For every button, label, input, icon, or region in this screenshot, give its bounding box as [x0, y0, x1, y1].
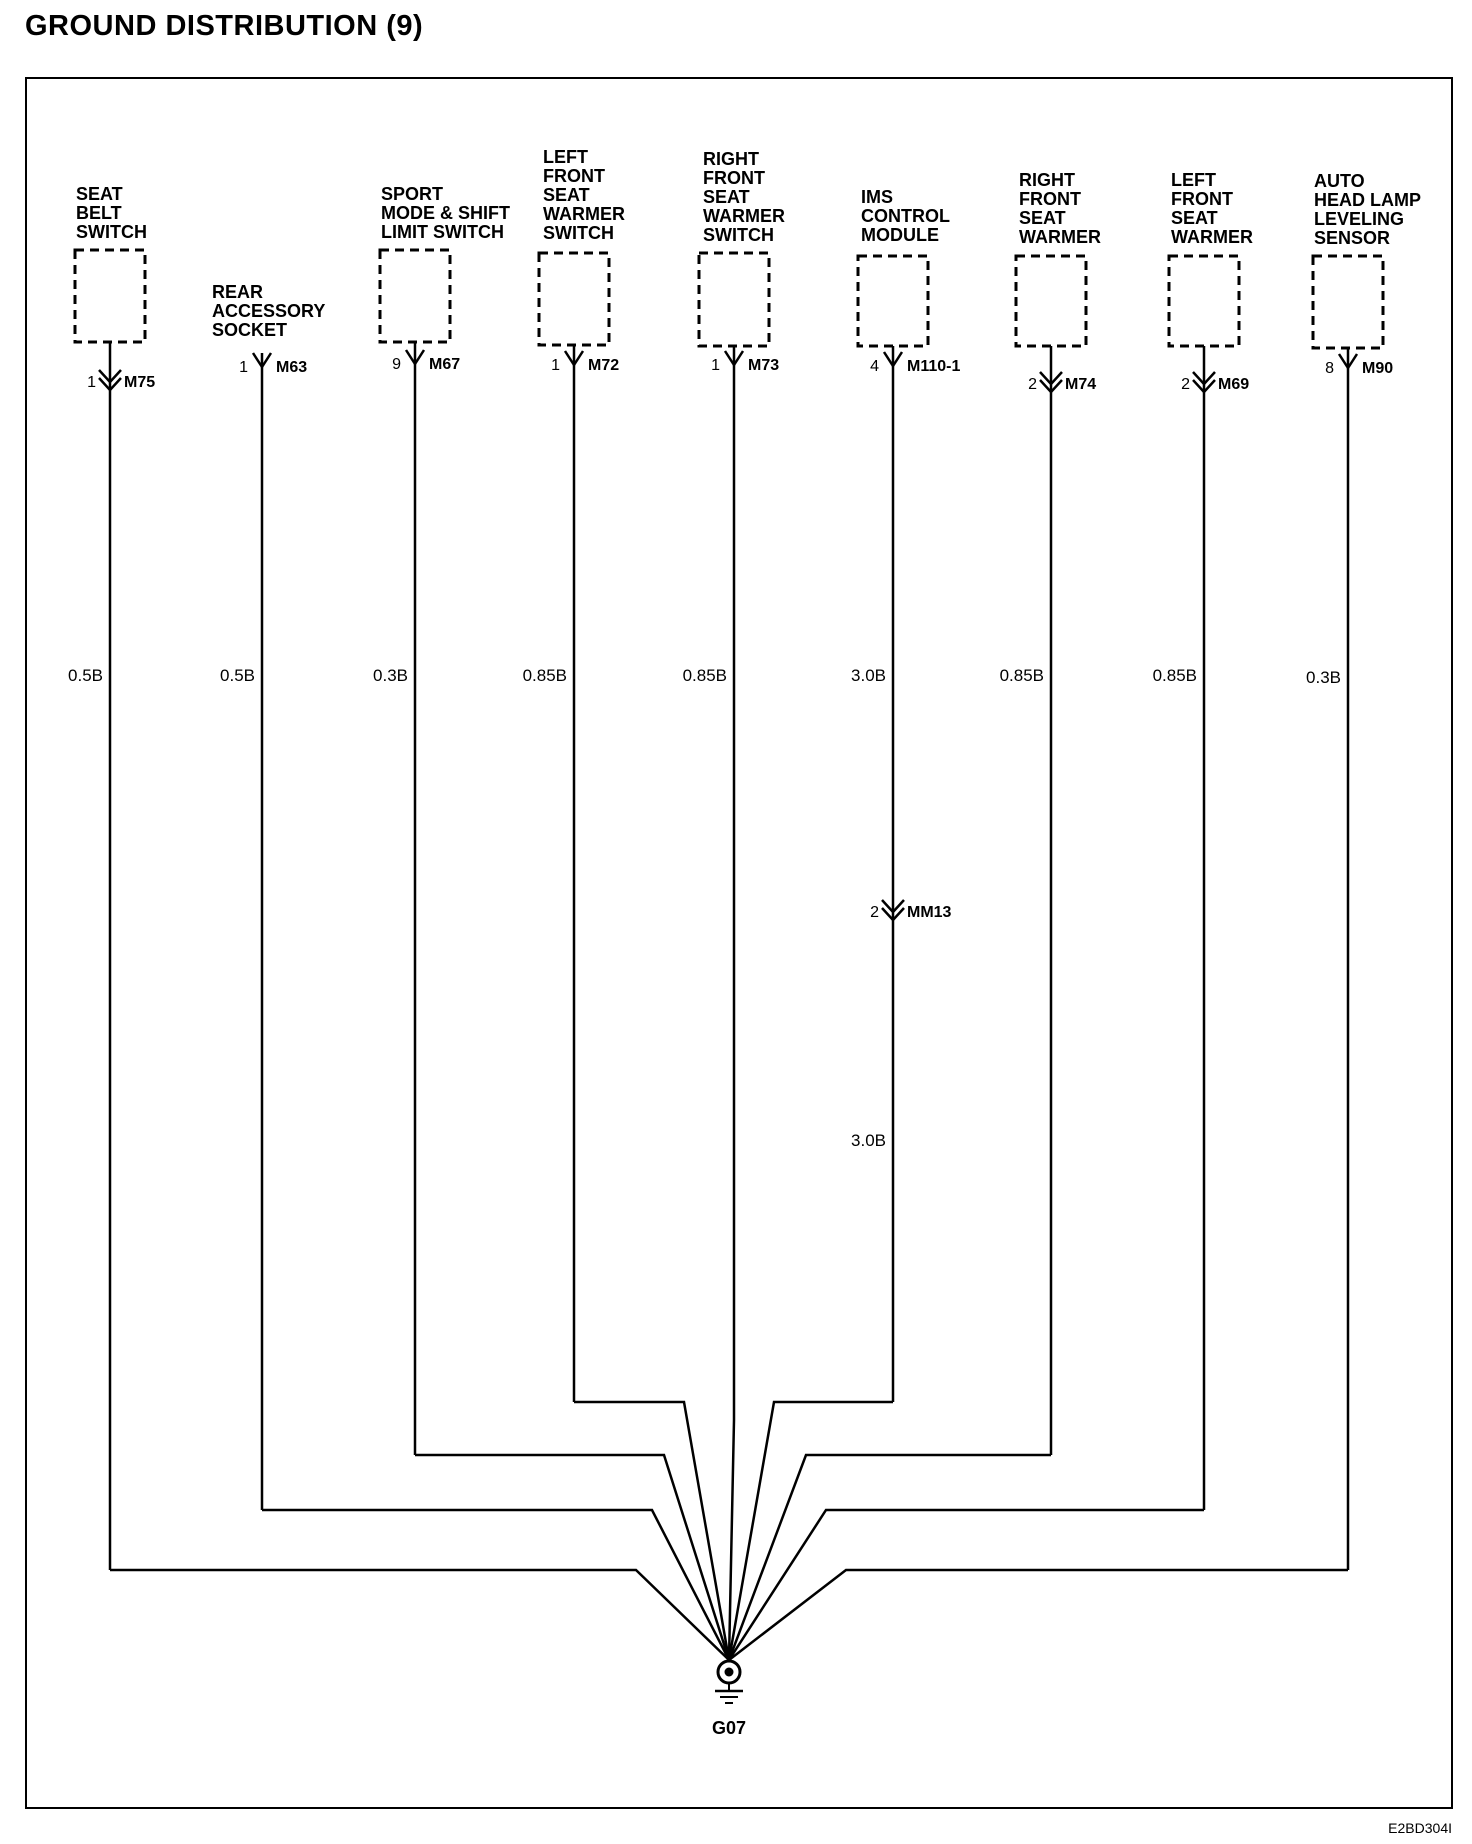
- connector-id: M90: [1362, 360, 1394, 377]
- component-sport-mode-shift-limit-switch: [373, 184, 510, 1455]
- component-label-line: LEFT: [543, 147, 588, 167]
- component-label-line: MODULE: [861, 225, 939, 245]
- pin-number: 1: [87, 374, 96, 391]
- component-label-line: SWITCH: [703, 225, 774, 245]
- component-box: [1169, 256, 1239, 346]
- ground-symbol-icon: [715, 1661, 743, 1703]
- connector-id: M63: [276, 359, 308, 376]
- component-seat-belt-switch: [68, 184, 155, 1570]
- wire-spec: 0.3B: [1306, 668, 1341, 687]
- ground-run: [574, 1402, 729, 1660]
- component-label-line: SPORT: [381, 184, 444, 204]
- ground-layer: [712, 1661, 746, 1738]
- component-left-front-seat-warmer: [1153, 170, 1253, 1510]
- component-label-line: IMS: [861, 187, 894, 207]
- wire-spec: 0.85B: [682, 666, 727, 685]
- component-auto-head-lamp-leveling-sensor: [1306, 171, 1421, 1570]
- pin-number: 1: [711, 357, 720, 374]
- component-label-line: SEAT: [1171, 208, 1218, 228]
- ground-run: [110, 1570, 729, 1660]
- connector-id: M69: [1218, 376, 1250, 393]
- component-label-line: LIMIT SWITCH: [381, 222, 504, 242]
- components-layer: [68, 147, 1421, 1660]
- component-label-line: FRONT: [703, 168, 765, 188]
- ground-run: [729, 1455, 1051, 1660]
- pin-number: 1: [551, 357, 560, 374]
- inline-connector-id: MM13: [907, 904, 952, 921]
- pin-number: 4: [870, 358, 879, 375]
- wire-spec: 0.85B: [999, 666, 1044, 685]
- component-label-line: SOCKET: [212, 320, 288, 340]
- component-label-line: FRONT: [1019, 189, 1081, 209]
- inline-wire-spec: 3.0B: [851, 1131, 886, 1150]
- component-label-line: SWITCH: [76, 222, 147, 242]
- component-label-line: SEAT: [76, 184, 123, 204]
- component-box: [75, 250, 145, 342]
- component-label-line: SENSOR: [1314, 228, 1391, 248]
- component-right-front-seat-warmer-switch: [683, 149, 785, 1402]
- component-label-line: WARMER: [1019, 227, 1101, 247]
- pin-number: 1: [239, 359, 248, 376]
- pin-number: 2: [1181, 376, 1190, 393]
- component-rear-accessory-socket: [212, 282, 325, 1510]
- page-title: GROUND DISTRIBUTION (9): [25, 10, 424, 42]
- inline-pin-number: 2: [870, 904, 879, 921]
- pin-number: 9: [392, 356, 401, 373]
- component-label-line: CONTROL: [861, 206, 950, 226]
- component-box: [858, 256, 928, 346]
- component-label-line: SEAT: [543, 185, 590, 205]
- pin-number: 2: [1028, 376, 1037, 393]
- pin-number: 8: [1325, 360, 1334, 377]
- component-label-line: RIGHT: [703, 149, 759, 169]
- component-label-line: WARMER: [543, 204, 625, 224]
- component-left-front-seat-warmer-switch: [523, 147, 625, 1402]
- component-label-line: BELT: [76, 203, 122, 223]
- ground-label: G07: [711, 1718, 747, 1738]
- component-label-line: LEFT: [1171, 170, 1216, 190]
- wire-spec: 0.85B: [522, 666, 567, 685]
- component-label-line: LEVELING: [1314, 209, 1405, 229]
- connector-id: M74: [1065, 376, 1097, 393]
- reference-code: E2BD304I: [1388, 1820, 1452, 1836]
- component-label-line: SWITCH: [543, 223, 614, 243]
- component-box: [1016, 256, 1086, 346]
- component-label-line: MODE & SHIFT: [381, 203, 510, 223]
- connector-id: M67: [429, 356, 461, 373]
- ground-run: [729, 1510, 1204, 1660]
- component-box: [1313, 256, 1383, 348]
- component-ims-control-module: [851, 187, 960, 1402]
- component-label-line: REAR: [212, 282, 264, 302]
- component-label-line: WARMER: [1171, 227, 1253, 247]
- component-label-line: ACCESSORY: [212, 301, 326, 321]
- wire-spec: 0.3B: [373, 666, 408, 685]
- connector-id: M75: [124, 374, 156, 391]
- component-label-line: FRONT: [543, 166, 605, 186]
- connector-id: M73: [748, 357, 780, 374]
- component-label-line: WARMER: [703, 206, 785, 226]
- wire-spec: 0.5B: [68, 666, 103, 685]
- component-label-line: RIGHT: [1019, 170, 1075, 190]
- wire-spec: 0.85B: [1152, 666, 1197, 685]
- component-right-front-seat-warmer: [1000, 170, 1101, 1455]
- wire-spec: 3.0B: [851, 666, 886, 685]
- connector-id: M110-1: [907, 358, 961, 375]
- component-label-line: AUTO: [1314, 171, 1365, 191]
- component-label-line: HEAD LAMP: [1314, 190, 1421, 210]
- component-label-line: SEAT: [703, 187, 750, 207]
- ground-run: [729, 1570, 1348, 1660]
- ground-run: [415, 1455, 729, 1660]
- ground-run: [262, 1510, 729, 1660]
- connector-id: M72: [588, 357, 620, 374]
- component-label-line: FRONT: [1171, 189, 1233, 209]
- wire-spec: 0.5B: [220, 666, 255, 685]
- component-label-line: SEAT: [1019, 208, 1066, 228]
- component-box: [699, 253, 769, 346]
- component-box: [539, 253, 609, 345]
- ground-run: [729, 1402, 734, 1660]
- component-box: [380, 250, 450, 342]
